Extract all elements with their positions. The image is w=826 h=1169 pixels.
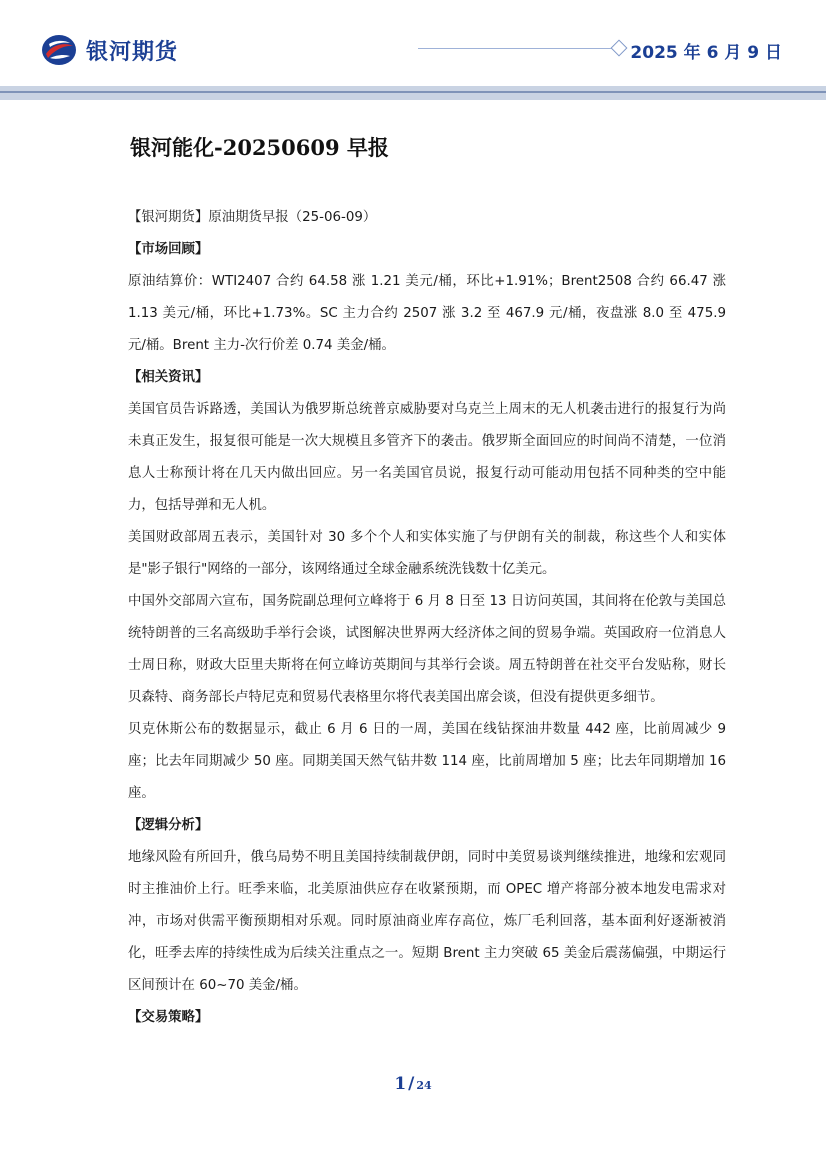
paragraph-news-1: 美国官员告诉路透，美国认为俄罗斯总统普京威胁要对乌克兰上周末的无人机袭击进行的报复行为尚未真正发生，报复很可能是一次大规模且多管齐下的袭击。俄罗斯全面回应的时间尚不清楚，一位消息人士称预计将在几天内做出回应。另一名美国官员说，报复行动可能动用包括不同种类的空中能力，包括导弹和无人机。 (128, 402, 726, 513)
diamond-icon (611, 40, 628, 57)
paragraph-logic: 地缘风险有所回升，俄乌局势不明且美国持续制裁伊朗，同时中美贸易谈判继续推进，地缘和宏观同时主推油价上行。旺季来临，北美原油供应存在收紧预期，而 OPEC 增产将部分被本地发电需求对冲，市场对供需平衡预期相对乐观。同时原油商业库存高位，炼厂毛利回落，基本面利好逐渐被消化，旺季去库的持续性成为后续关注重点之一。短期 Brent 主力突破 65 美金后震荡偏强，中期运行区间预计在 60~70 美金/桶。 (128, 850, 726, 993)
paragraph-news-4: 贝克休斯公布的数据显示，截止 6 月 6 日的一周，美国在线钻探油井数量 442 座，比前周减少 9 座；比去年同期减少 50 座。同期美国天然气钻井数 114 座，比前周增加 5 座；比去年同期增加 16 座。 (128, 722, 726, 801)
paragraph-news-2: 美国财政部周五表示，美国针对 30 多个个人和实体实施了与伊朗有关的制裁，称这些个人和实体是"影子银行"网络的一部分，该网络通过全球金融系统洗钱数十亿美元。 (128, 530, 726, 577)
report-body (128, 130, 726, 1034)
section-heading-news: 【相关资讯】 (128, 370, 209, 385)
paragraph-market: 原油结算价：WTI2407 合约 64.58 涨 1.21 美元/桶，环比+1.91%；Brent2508 合约 66.47 涨 1.13 美元/桶，环比+1.73%。SC 主力合约 2507 涨 3.2 至 467.9 元/桶，夜盘涨 8.0 至 475.9 元/桶。Brent 主力-次行价差 0.74 美金/桶。 (128, 274, 726, 353)
section-heading-strategy: 【交易策略】 (128, 1010, 209, 1025)
header-rule (418, 48, 618, 49)
brand-name: 银河期货 (86, 39, 179, 65)
report-date: 2025 年 6 月 9 日 (630, 43, 782, 63)
paragraph-news-3: 中国外交部周六宣布，国务院副总理何立峰将于 6 月 8 日至 13 日访问英国，其间将在伦敦与美国总统特朗普的三名高级助手举行会谈，试图解决世界两大经济体之间的贸易争端。英国政府一位消息人士周日称，财政大臣里夫斯将在何立峰访英期间与其举行会谈。周五特朗普在社交平台发贴称，财长贝森特、商务部长卢特尼克和贸易代表格里尔将代表美国出席会谈，但没有提供更多细节。 (128, 594, 726, 705)
header-band-line (0, 91, 826, 93)
brand-logo (40, 32, 178, 68)
page-header (0, 0, 826, 100)
page-footer (0, 1074, 826, 1094)
report-intro: 【银河期货】原油期货早报（25-06-09） (128, 210, 377, 225)
section-heading-market-review: 【市场回顾】 (128, 242, 209, 257)
page-total: 24 (416, 1079, 432, 1092)
header-band (0, 86, 826, 100)
galaxy-logo-icon (40, 32, 78, 68)
page-number: 1 (394, 1074, 407, 1094)
page-separator: / (408, 1074, 415, 1094)
section-heading-logic: 【逻辑分析】 (128, 818, 209, 833)
page-title: 银河能化-20250609 早报 (130, 135, 389, 160)
